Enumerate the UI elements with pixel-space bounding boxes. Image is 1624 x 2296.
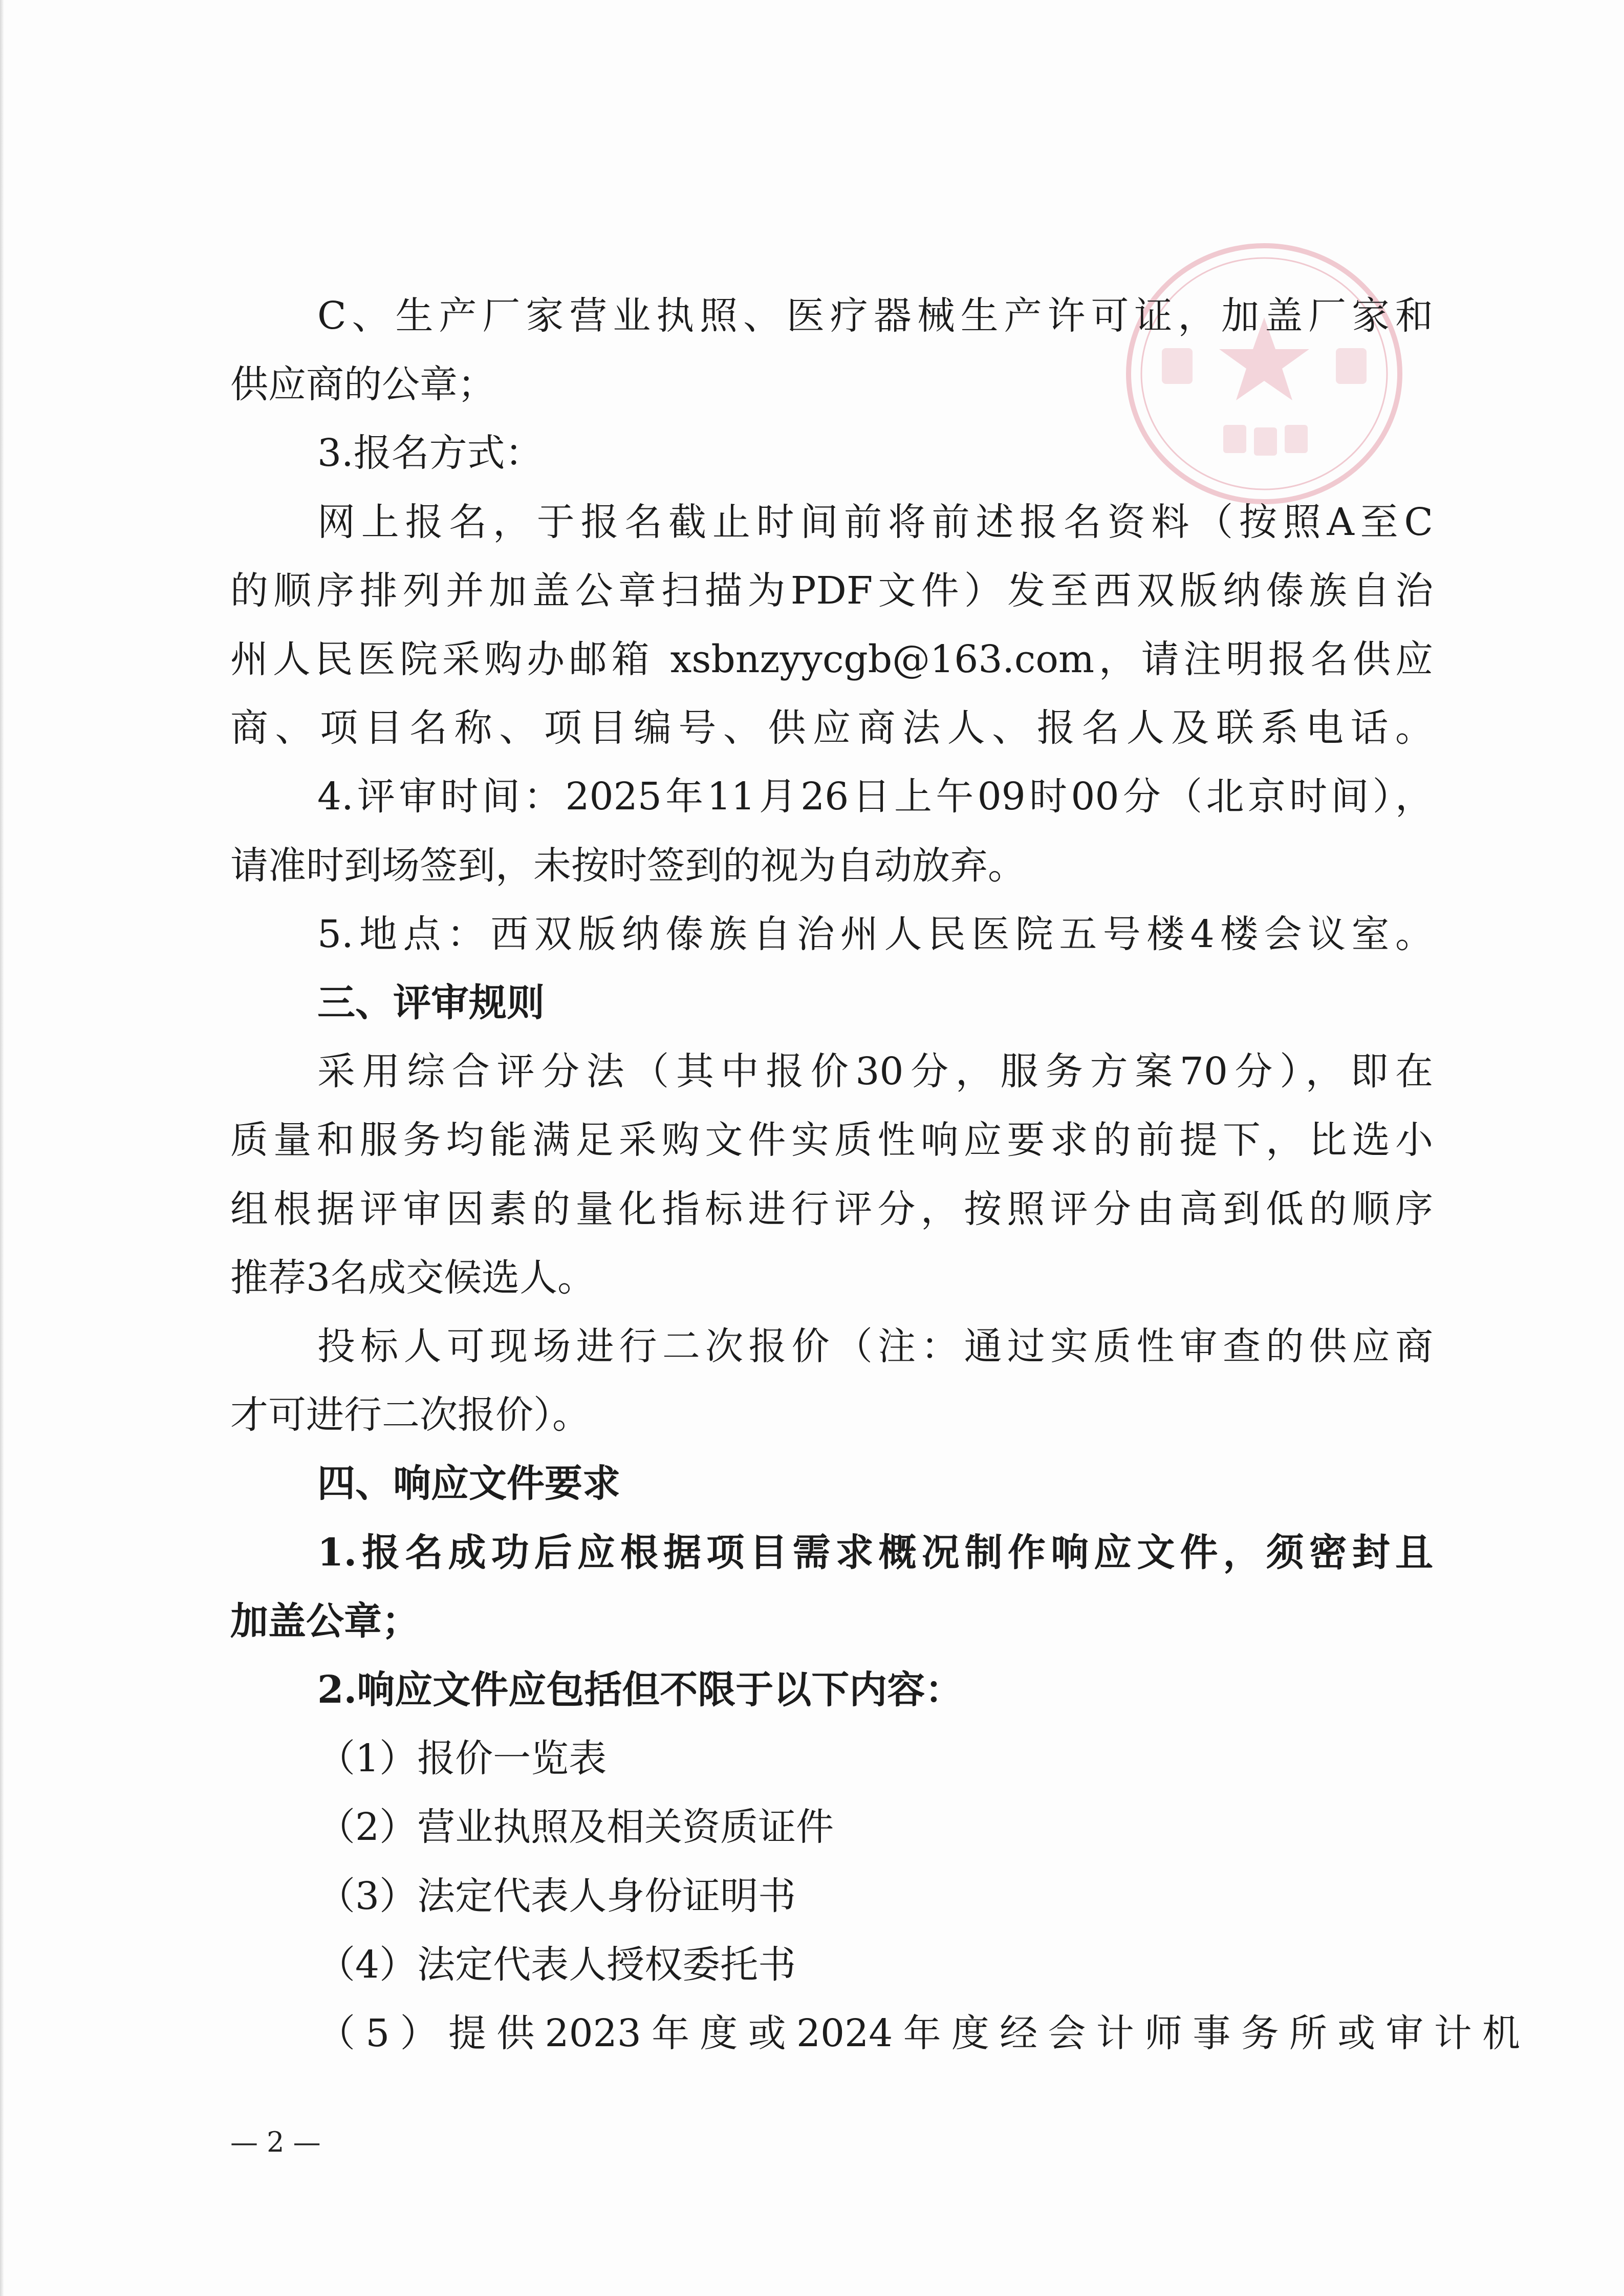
text-line: 加盖公章； (230, 1599, 420, 1643)
text-line: C、生产厂家营业执照、医疗器械生产许可证，加盖厂家和 (317, 294, 1433, 338)
text-line: 3.报名方式： (317, 431, 543, 475)
text-line: 5.地点：西双版纳傣族自治州人民医院五号楼4楼会议室。 (317, 912, 1433, 956)
page-number: — 2 — (230, 2126, 321, 2158)
text-line: 推荐3名成交候选人。 (230, 1256, 596, 1300)
official-seal-stamp (1095, 230, 1413, 517)
text-line: 投标人可现场进行二次报价（注：通过实质性审查的供应商 (317, 1324, 1433, 1368)
text-line: 质量和服务均能满足采购文件实质性响应要求的前提下，比选小 (230, 1118, 1433, 1162)
text-line: 供应商的公章； (230, 362, 495, 406)
text-line: （5）提供2023年度或2024年度经会计师事务所或审计机 (317, 2011, 1520, 2055)
section-heading: 四、响应文件要求 (317, 1462, 620, 1506)
text-line: 的顺序排列并加盖公章扫描为PDF文件）发至西双版纳傣族自治 (230, 569, 1433, 613)
text-line: （4）法定代表人授权委托书 (317, 1943, 796, 1987)
text-line: 网上报名，于报名截止时间前将前述报名资料（按照A至C (317, 500, 1433, 544)
text-line: 1.报名成功后应根据项目需求概况制作响应文件，须密封且 (317, 1531, 1433, 1575)
text-line: （2）营业执照及相关资质证件 (317, 1805, 834, 1849)
text-line: （3）法定代表人身份证明书 (317, 1874, 796, 1918)
section-heading: 三、评审规则 (317, 981, 545, 1025)
text-line: 4.评审时间：2025年11月26日上午09时00分（北京时间）， (317, 775, 1433, 819)
text-line: 采用综合评分法（其中报价30分，服务方案70分），即在 (317, 1049, 1433, 1093)
text-line: 请准时到场签到，未按时签到的视为自动放弃。 (230, 844, 1026, 888)
text-line: （1）报价一览表 (317, 1736, 607, 1780)
text-line: 才可进行二次报价）。 (230, 1393, 590, 1437)
text-line: 商、项目名称、项目编号、供应商法人、报名人及联系电话。 (230, 706, 1433, 750)
text-line: 州人民医院采购办邮箱 xsbnzyycgb@163.com，请注明报名供应 (230, 637, 1433, 681)
text-line: 组根据评审因素的量化指标进行评分，按照评分由高到低的顺序 (230, 1187, 1433, 1231)
scan-edge-shadow (0, 0, 4, 2296)
text-line: 2.响应文件应包括但不限于以下内容： (317, 1668, 963, 1712)
